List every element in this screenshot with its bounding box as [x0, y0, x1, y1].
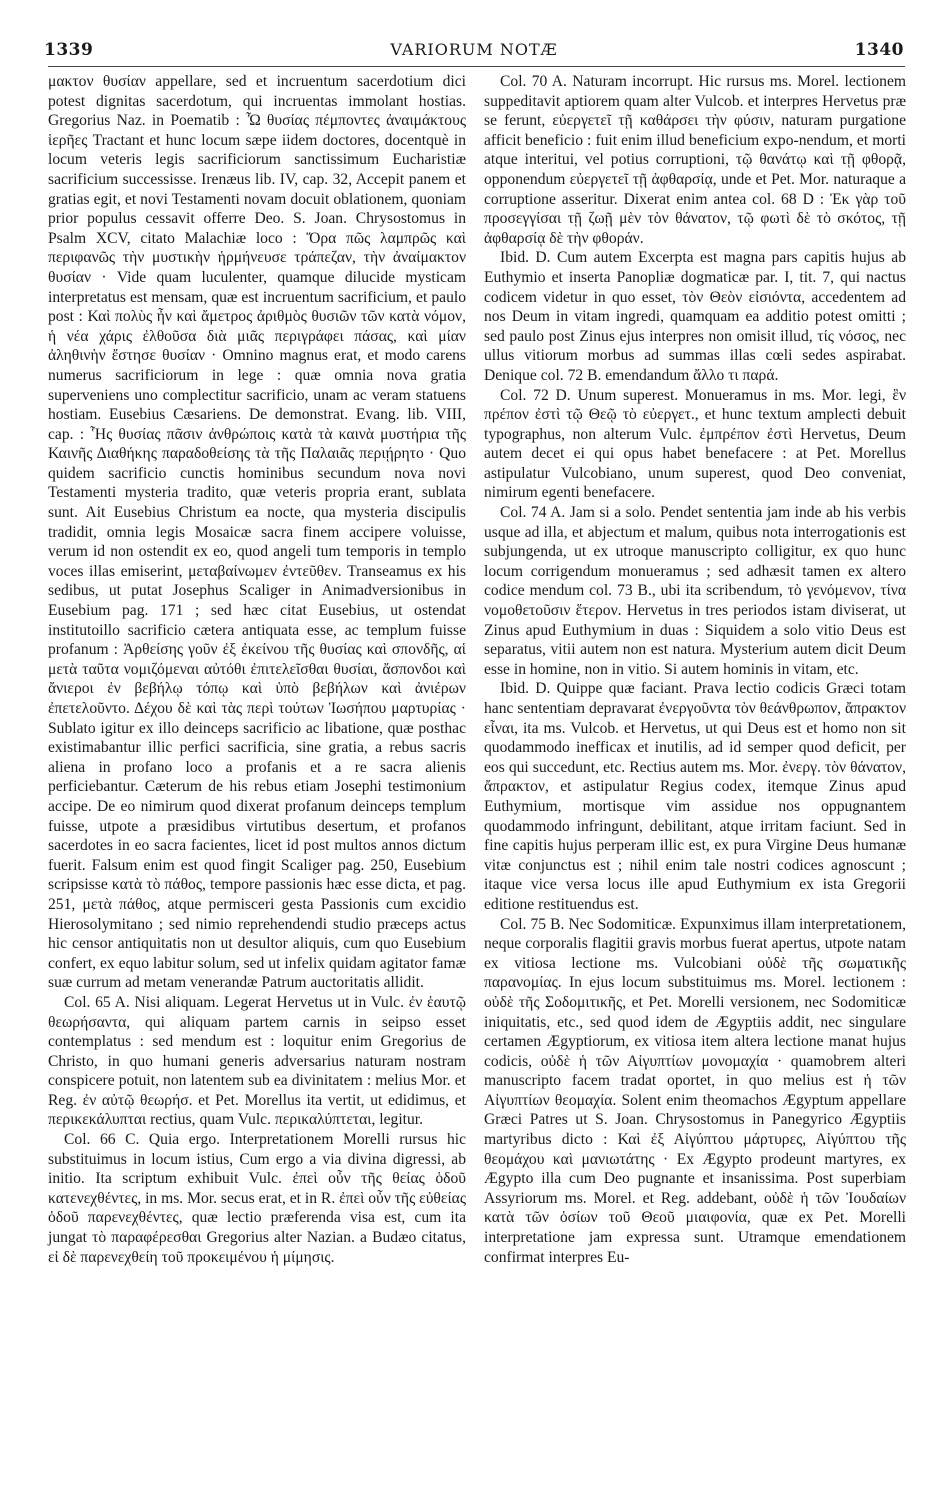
paragraph: Col. 74 A. Jam si a solo. Pendet sententia jam inde ab his verbis usque ad illa, et abjectum et malum, quibus nota interrogationis est subjungenda, ut ex utroque manuscripto colligitur, ex quo hunc locum corrigendum monueramus ; sed adhæsit tamen ex altero codice mendum col. 73 B., ubi ita scribendum, τὸ γενόμενον, τίνα νομοθετοῦσιν ἕτερον. Hervetus in tres periodos istam diviserat, ut Zinus apud Euthymium in duas : Siquidem a solo vitio Deus est separatus, vitii autem non est natura. Mysterium autem dicit Deum esse in homine, non in vitio. Si autem hominis in vitam, etc.	[484, 504, 906, 678]
right-column	[484, 72, 906, 1267]
running-title: VARIORUM NOTÆ	[390, 40, 558, 59]
paragraph: Ibid. D. Cum autem Excerpta est magna pars capitis hujus ab Euthymio et inserta Panopliæ dogmaticæ par. I, tit. 7, qui nactus codicem videtur in quo esset, τὸν Θεὸν εἰσιόντα, accedentem ad nos Deum in vitam ingredi, quamquam ea additio potest omitti ; sed paulo post Zinus ejus interpres non omisit illud, τίς νόσος, nec ullus vitiorum morbus ad summas illas cœli sedes aspirabat. Denique col. 72 B. emendandum ἄλλο τι παρά.	[484, 249, 906, 384]
paragraph: Col. 70 A. Naturam incorrupt. Hic rursus ms. Morel. lectionem suppeditavit aptiorem quam alter Vulcob. et interpres Hervetus præ se ferunt, εὐεργετεῖ τῇ καθάρσει τὴν φύσιν, naturam purgatione afficit beneficio : fuit enim illud beneficium expo-nendum, et morti atque interitui, vel potius corruptioni, τῷ θανάτῳ καὶ τῇ φθορᾷ, opponendum εὐεργετεῖ τῇ ἀφθαρσίᾳ, unde et Pet. Mor. naturaque a corruptione asseritur. Dixerat enim antea col. 68 D : Ἐκ γὰρ τοῦ προσεγγίσαι τῇ ζωῇ μὲν τὸν θάνατον, τῷ φωτὶ δὲ τὸ σκότος, τῇ ἀφθαρσίᾳ δὲ τὴν φθοράν.	[484, 73, 906, 247]
paragraph: Col. 75 B. Nec Sodomiticæ. Expunximus illam interpretationem, neque corporalis flagitii gravis morbus fuerat apertus, utpote natam ex vitiosa lectione ms. Vulcobiani οὐδὲ τῆς σωματικῆς παρανομίας. In ejus locum substituimus ms. Morel. lectionem : οὐδὲ τῆς Σοδομιτικῆς, et Pet. Morelli versionem, nec Sodomiticæ iniquitatis, etc., sed quod idem de Ægyptiis addit, nec singulare certamen Ægyptiorum, ex vitiosa item altera lectione manat hujus codicis, οὐδὲ ἡ τῶν Αἰγυπτίων μονομαχία · quamobrem alteri manuscripto facem tradat oportet, in quo melius est ἡ τῶν Αἰγυπτίων θεομαχία. Solent enim theomachos Ægyptum appellare Græci Patres ut S. Joan. Chrysostomus in Panegyrico Ægyptiis martyribus dicto : Καὶ ἐξ Αἰγύπτου μάρτυρες, Αἰγύπτου τῆς θεομάχου καὶ μανιωτάτης · Ex Ægypto prodeunt martyres, ex Ægypto illa cum Deo pugnante et insanissima. Post superbiam Assyriorum ms. Morel. et Reg. addebant, οὐδὲ ἡ τῶν Ἰουδαίων κατὰ τῶν ὁσίων τοῦ Θεοῦ μιαιφονία, quæ ex Pet. Morelli interpretatione jam expressa sunt. Utramque emendationem confirmat interpres Eu-	[484, 915, 906, 1266]
page-number-right: 1340	[854, 40, 904, 60]
paragraph: Col. 72 D. Unum superest. Monueramus in ms. Mor. legi, ἓν πρέπον ἐστὶ τῷ Θεῷ τὸ εὐεργετ., et hunc textum amplecti debuit typographus, non alterum Vulc. ἐμπρέπον ἐστὶ Hervetus, Deum autem decet ei qui opus habet benefacere : at Pet. Morellus astipulatur Vulcobiano, unum superest, quod Deo conveniat, nimirum egenti benefacere.	[484, 386, 906, 502]
paragraph: Col. 65 A. Nisi aliquam. Legerat Hervetus ut in Vulc. ἐν ἑαυτῷ θεωρήσαντα, qui aliquam partem carnis in seipso esset contemplatus : sed mendum est : loquitur enim Gregorius de Christo, in quo humani generis adversarius naturam nostram conspicere potuit, non latentem sub ea divinitatem : melius Mor. et Reg. ἐν αὐτῷ θεωρήσ. et Pet. Morellus ita vertit, ut edidimus, et περικεκάλυπται rectius, quam Vulc. περικαλύπτεται, legitur.	[48, 993, 466, 1129]
paragraph: Col. 66 C. Quia ergo. Interpretationem Morelli rursus hic substituimus in locum istius, Cum ergo a via divina digressi, ab initio. Ita scriptum exhibuit Vulc. ἐπεὶ οὖν τῆς θείας ὁδοῦ κατενεχθέντες, in ms. Mor. secus erat, et in R. ἐπεὶ οὖν τῆς εὐθείας ὁδοῦ παρενεχθέντες, quæ lectio præferenda visa est, cum ita jungat τὸ παραφέρεσθαι Gregorius alter Nazian. a Budæo citatus, εἰ δὲ παρενεχθείη τοῦ προκειμένου ἡ μίμησις.	[48, 1131, 466, 1266]
left-column	[48, 72, 466, 1267]
header-rule	[48, 66, 905, 67]
paragraph: μακτον θυσίαν appellare, sed et incruentum sacerdotium dici potest dignitas sacerdotum, qui incruentas immolant hostias. Gregorius Naz. in Poematib : Ὦ θυσίας πέμποντες ἀναιμάκτους ἱερῆες Tractant et hunc locum sæpe iidem doctores, docentquè in locum veteris legis sacrificiorum sanctissimum Eucharistiæ sacrificium successisse. Irenæus lib. IV, cap. 32, Accepit panem et gratias egit, et novi Testamenti novam docuit oblationem, quoniam prior populus cessavit offerre Deo. S. Joan. Chrysostomus in Psalm XCV, citato Malachiæ loco : Ὅρα πῶς λαμπρῶς καὶ περιφανῶς τὴν μυστικὴν ἡρμήνευσε τράπεζαν, τὴν ἀναίμακτον θυσίαν · Vide quam luculenter, quamque dilucide mysticam interpretatus est mensam, quæ est incruentum sacrificium, et paulo post : Καὶ πολὺς ἦν καὶ ἄμετρος ἀριθμὸς θυσιῶν τῶν κατὰ νόμον, ἡ νέα χάρις ἐλθοῦσα διὰ μιᾶς περιγράφει πάσας, καὶ μίαν ἀληθινὴν ἔστησε θυσίαν · Omnino magnus erat, et modo carens numerus sacrificiorum in lege : quæ omnia nova gratia superveniens uno complectitur sacrificio, unam ac veram statuens hostiam. Eusebius Cæsariens. De demonstrat. Evang. lib. VIII, cap. : Ἧς θυσίας πᾶσιν ἀνθρώποις κατὰ τὰ καινὰ μυστήρια τῆς Καινῆς Διαθήκης παραδοθείσης τὰ τῆς Παλαιᾶς περιῄρητο · Quo quidem sacrificio cunctis hominibus secundum nova novi Testamenti mysteria tradito, quæ veteris propria erant, sublata sunt. Ait Eusebius Christum ea nocte, qua mysteria discipulis tradidit, omnia legis Mosaicæ sacra finem accipere voluisse, verum id non ostendit ex eo, quod angeli tum temporis in templo voces illas emiserint, μεταβαίνωμεν ἐντεῦθεν. Transeamus ex his sedibus, ut putat Josephus Scaliger in Animadversionibus in Eusebium pag. 171 ; sed hæc citat Eusebius, ut ostendat institutoillo sacrificio cætera antiquata esse, ac templum fuisse profanum : Ἀρθείσης γοῦν ἐξ ἐκείνου τῆς θυσίας καὶ σπονδῆς, αἱ μετὰ ταῦτα νομιζόμεναι αὐτόθι ἐπιτελεῖσθαι θυσίαι, ἄσπονδοι καὶ ἄνιεροι ἐν βεβήλῳ τόπῳ καὶ ὑπὸ βεβήλων καὶ ἀνιέρων ἐπετελοῦντο. Δέχου δὲ καὶ τὰς περὶ τούτων Ἰωσήπου μαρτυρίας · Sublato igitur ex illo deinceps sacrificio ac libatione, quæ posthac existimabantur illic perfici sacrificia, sine gratia, a rebus sacris aliena in profano loco a profanis et a re sacra alienis perficiebantur. Cæterum de his rebus etiam Josephi testimonium accipe. De eo nimirum quod dixerat profanum deinceps templum fuisse, utpote a præsidibus virtutibus desertum, et profanos sacerdotes in eo sacra facientes, licet id post multos annos dictum fuerit. Falsum enim est quod fingit Scaliger pag. 250, Eusebium scripsisse κατὰ τὸ πάθος, tempore passionis hæc esse dicta, et pag. 251, μετὰ πάθος, atque permisceri gesta Passionis cum excidio Hierosolymitano ; sed nimio reprehendendi studio præceps actus hic censor antiquitatis non ut desultor aliquis, cum quo Eusebium confert, ex equo labitur solum, sed ut infelix quidam agitator famæ suæ currum ad metam venerandæ Patrum auctoritatis allidit.	[48, 73, 466, 992]
page-number-left: 1339	[44, 40, 94, 60]
paragraph: Ibid. D. Quippe quæ faciant. Prava lectio codicis Græci totam hanc sententiam depravarat ἐνεργοῦντα τὸν θεάνθρωπον, ἄπρακτον εἶναι, ita ms. Vulcob. et Hervetus, ut qui Deus est et homo non sit quodammodo inefficax et inutilis, ad id semper quod deficit, per eos qui succedunt, etc. Rectius autem ms. Mor. ἐνεργ. τὸν θάνατον, ἄπρακτον, et astipulatur Regius codex, itemque Zinus apud Euthymium, mortisque vim assidue nos oppugnantem quodammodo infringunt, debilitant, atque irritam faciunt. Sed in fine capitis hujus perperam illic est, ex pura Virgine Deus humanæ vitæ conjunctus est ; nihil enim tale nostri codices agnoscunt ; itaque vice versa locus ille apud Euthymium ex ista Gregorii editione restituendus est.	[484, 680, 906, 913]
page-header	[44, 40, 904, 64]
